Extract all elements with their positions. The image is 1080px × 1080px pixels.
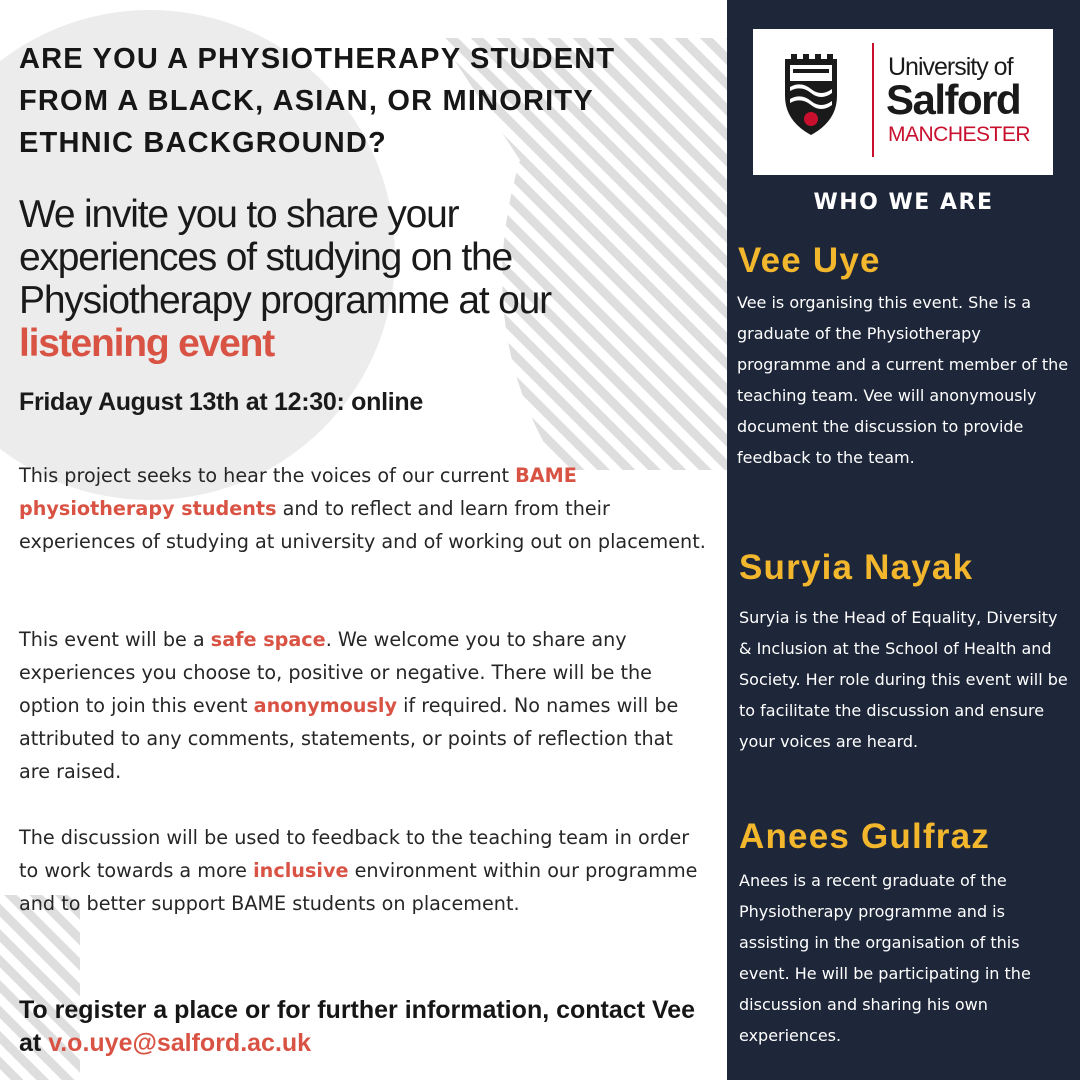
university-logo — [753, 29, 1053, 175]
person-bio: Anees is a recent graduate of the Physiotherapy programme and is assisting in the organisation of this event. He will be participating in the discussion and sharing his own experiences. — [739, 871, 1031, 1045]
person-name: Anees Gulfraz — [739, 817, 990, 856]
anonymously-highlight: anonymously — [253, 694, 397, 717]
safe-space-highlight: safe space — [210, 628, 326, 651]
person-bio: Vee is organising this event. She is a graduate of the Physiotherapy programme and a current member of the teaching team. Vee will anonymously document the discussion to provide feedback to the team. — [737, 293, 1069, 467]
event-date: Friday August 13th at 12:30: online — [19, 388, 423, 416]
bame-students-highlight: BAME physiotherapy students — [19, 464, 577, 520]
invitation-text: We invite you to share your experiences of studying on the Physiotherapy programme at our listening event — [19, 193, 551, 365]
who-we-are-heading: WHO WE ARE — [813, 190, 994, 215]
safe-space-paragraph: This event will be a safe space. We welcome you to share any experiences you choose to, positive or negative. There will be the option to join this event anonymously if required. No names will be attributed to any comments, statements, or points of reflection that are raised. — [19, 628, 679, 783]
feedback-paragraph: The discussion will be used to feedback to the teaching team in order to work towards a more inclusive environment within our programme and to better support BAME students on placement. — [19, 826, 698, 915]
contact-email-link[interactable]: v.o.uye@salford.ac.uk — [48, 1029, 312, 1057]
listening-event-highlight: listening event — [19, 322, 275, 365]
person-name: Suryia Nayak — [739, 548, 974, 587]
logo-divider — [872, 43, 874, 157]
person-bio: Suryia is the Head of Equality, Diversity & Inclusion at the School of Health and Society. Her role during this event will be to facilitate the discussion and ensure your voices are heard. — [739, 608, 1068, 751]
university-crest-icon — [781, 51, 841, 141]
logo-text-manchester: MANCHESTER — [888, 123, 1031, 146]
logo-text-university-of: University of — [888, 53, 1013, 81]
contact-call-to-action: To register a place or for further information, contact Vee at v.o.uye@salford.ac.uk — [19, 996, 696, 1057]
inclusive-highlight: inclusive — [253, 859, 349, 882]
headline: ARE YOU A PHYSIOTHERAPY STUDENT FROM A BLACK, ASIAN, OR MINORITY ETHNIC BACKGROUND? — [19, 43, 616, 159]
person-name: Vee Uye — [738, 241, 881, 280]
logo-text-salford: Salford — [886, 76, 1021, 123]
project-description-paragraph: This project seeks to hear the voices of our current BAME physiotherapy students and to reflect and learn from their experiences of studying at university and of working out on placement. — [19, 464, 706, 553]
